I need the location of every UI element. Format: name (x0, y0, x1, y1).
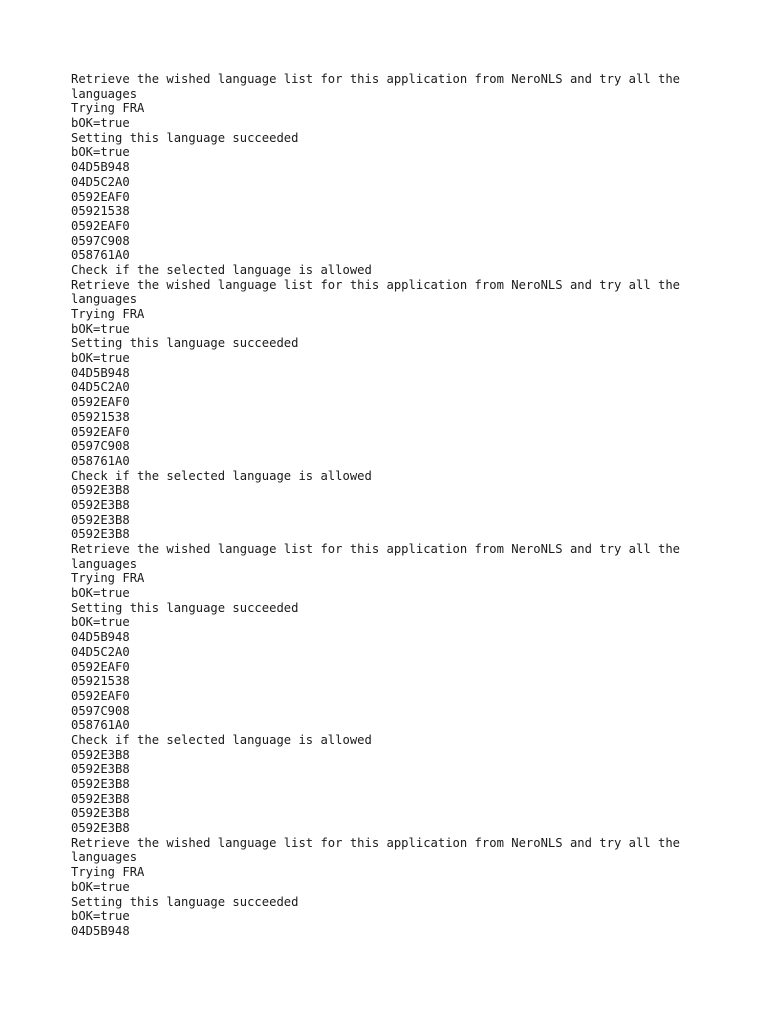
log-line: languages (71, 292, 138, 307)
log-line: languages (71, 556, 138, 571)
log-line: 058761A0 (71, 453, 130, 468)
log-line: Setting this language succeeded (71, 894, 299, 909)
log-line: Check if the selected language is allowed (71, 468, 372, 483)
log-line: Retrieve the wished language list for this application from NeroNLS and try all the (71, 542, 681, 556)
log-line: bOK=true (71, 321, 130, 336)
log-line: 0592E3B8 (71, 791, 130, 806)
log-line: 04D5B948 (71, 365, 130, 380)
log-line: 05921538 (71, 674, 130, 689)
log-line: 0597C908 (71, 439, 130, 454)
log-line: Trying FRA (71, 101, 145, 116)
log-text-block (71, 72, 711, 939)
log-line: bOK=true (71, 909, 130, 924)
log-line: 05921538 (71, 409, 130, 424)
log-line: languages (71, 850, 138, 865)
log-line: 0592E3B8 (71, 483, 130, 498)
log-line: Check if the selected language is allowed (71, 262, 372, 277)
log-line: Trying FRA (71, 865, 145, 880)
log-line: 04D5B948 (71, 160, 130, 175)
log-line: 0592EAF0 (71, 189, 130, 204)
log-line: 058761A0 (71, 718, 130, 733)
log-line: Retrieve the wished language list for this application from NeroNLS and try all the (71, 277, 681, 292)
log-line: 058761A0 (71, 248, 130, 263)
log-line: 04D5C2A0 (71, 380, 130, 395)
log-line: Retrieve the wished language list for this application from NeroNLS and try all the (71, 835, 681, 850)
log-line: 05921538 (71, 204, 130, 219)
log-line: 0597C908 (71, 703, 130, 718)
log-line: Check if the selected language is allowed (71, 732, 372, 747)
log-line: Setting this language succeeded (71, 130, 299, 145)
log-line: bOK=true (71, 586, 130, 601)
log-line: Setting this language succeeded (71, 336, 299, 351)
log-line: 0597C908 (71, 233, 130, 248)
log-line: 0592E3B8 (71, 747, 130, 762)
log-line: 0592EAF0 (71, 659, 130, 674)
log-line: 04D5C2A0 (71, 644, 130, 659)
log-line: Retrieve the wished language list for this application from NeroNLS and try all the (71, 72, 681, 86)
log-line: 0592EAF0 (71, 424, 130, 439)
log-line: Setting this language succeeded (71, 600, 299, 615)
log-line: 0592EAF0 (71, 218, 130, 233)
log-line: bOK=true (71, 145, 130, 160)
log-line: 0592E3B8 (71, 512, 130, 527)
log-line: bOK=true (71, 351, 130, 366)
log-line: 04D5B948 (71, 630, 130, 645)
log-line: 0592E3B8 (71, 497, 130, 512)
log-line: 0592EAF0 (71, 688, 130, 703)
log-line: 0592E3B8 (71, 777, 130, 791)
log-line: 0592E3B8 (71, 527, 130, 542)
log-line: bOK=true (71, 879, 130, 894)
log-line: bOK=true (71, 116, 130, 131)
log-line: 0592EAF0 (71, 395, 130, 410)
log-line: Trying FRA (71, 571, 145, 586)
log-line: 04D5C2A0 (71, 174, 130, 189)
log-line: languages (71, 86, 138, 101)
log-line: bOK=true (71, 615, 130, 630)
log-line: Trying FRA (71, 307, 145, 321)
log-line: 0592E3B8 (71, 821, 130, 836)
log-line: 0592E3B8 (71, 806, 130, 821)
log-line: 0592E3B8 (71, 762, 130, 777)
log-line: 04D5B948 (71, 923, 130, 938)
